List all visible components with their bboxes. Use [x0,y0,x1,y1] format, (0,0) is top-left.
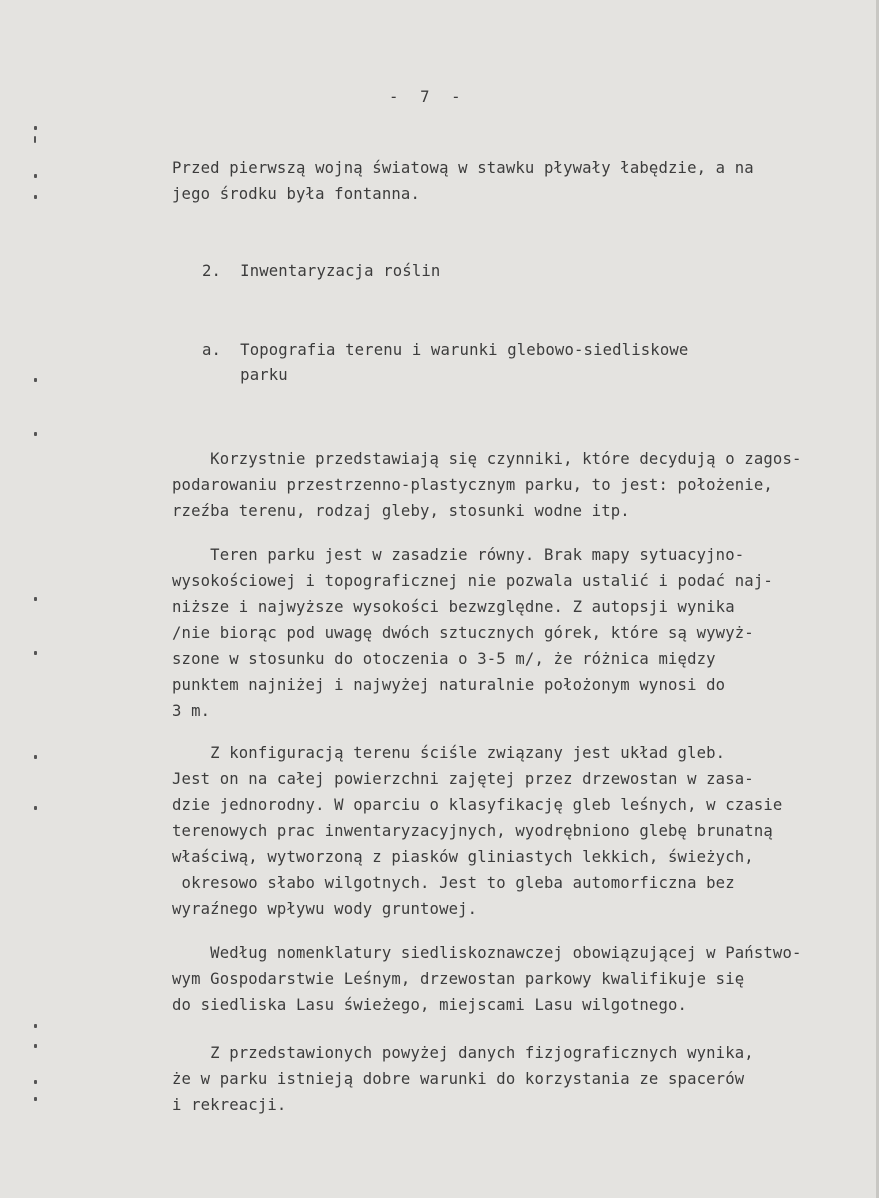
intro-line: jego środku była fontanna. [172,185,420,203]
paragraph-line: i rekreacji. [172,1096,287,1114]
margin-speck [34,195,37,199]
margin-speck [34,1097,37,1101]
margin-speck [34,1044,37,1048]
paragraph-line: Jest on na całej powierzchni zajętej przez drzewostan w zasa- [172,770,754,788]
paragraph-line: punktem najniżej i najwyżej naturalnie położonym wynosi do [172,676,726,694]
paragraph-line: terenowych prac inwentaryzacyjnych, wyodrębniono glebę brunatną [172,822,773,840]
paragraph-line: 3 m. [172,702,211,720]
subsection-heading: parku [202,366,288,384]
paragraph-line: niższe i najwyższe wysokości bezwzględne. Z autopsji wynika [172,598,735,616]
paragraph-line: Według nomenklatury siedliskoznawczej obowiązującej w Państwo- [172,944,802,962]
margin-speck [34,1024,37,1028]
paragraph-line: Z przedstawionych powyżej danych fizjograficznych wynika, [172,1044,754,1062]
paragraph-line: okresowo słabo wilgotnych. Jest to gleba automorficzna bez [172,874,735,892]
margin-speck [34,126,37,130]
paragraph-line: Teren parku jest w zasadzie równy. Brak mapy sytuacyjno- [172,546,745,564]
paragraph-line: podarowaniu przestrzenno-plastycznym parku, to jest: położenie, [172,476,773,494]
paragraph-line: /nie biorąc pod uwagę dwóch sztucznych górek, które są wywyż- [172,624,754,642]
margin-speck [34,174,37,178]
paragraph-line: wym Gospodarstwie Leśnym, drzewostan parkowy kwalifikuje się [172,970,745,988]
intro-line: Przed pierwszą wojną światową w stawku pływały łabędzie, a na [172,159,754,177]
subsection-heading: a. Topografia terenu i warunki glebowo-siedliskowe [202,341,689,359]
paragraph-line: szone w stosunku do otoczenia o 3-5 m/, że różnica między [172,650,716,668]
paragraph-line: że w parku istnieją dobre warunki do korzystania ze spacerów [172,1070,745,1088]
paragraph-line: wysokościowej i topograficznej nie pozwala ustalić i podać naj- [172,572,773,590]
margin-speck [34,806,37,810]
paragraph-line: wyraźnego wpływu wody gruntowej. [172,900,478,918]
section-heading: 2. Inwentaryzacja roślin [202,262,441,280]
margin-speck [34,136,36,143]
margin-speck [34,755,37,759]
paragraph-line: Korzystnie przedstawiają się czynniki, które decydują o zagos- [172,450,802,468]
paragraph-line: rzeźba terenu, rodzaj gleby, stosunki wodne itp. [172,502,630,520]
margin-speck [34,378,37,382]
margin-speck [34,597,37,601]
page-number: - 7 - [389,88,461,106]
paragraph-line: dzie jednorodny. W oparciu o klasyfikację gleb leśnych, w czasie [172,796,783,814]
paragraph-line: Z konfiguracją terenu ściśle związany jest układ gleb. [172,744,726,762]
margin-speck [34,651,37,655]
paragraph-line: do siedliska Lasu świeżego, miejscami Lasu wilgotnego. [172,996,688,1014]
paragraph-line: właściwą, wytworzoną z piasków gliniastych lekkich, świeżych, [172,848,754,866]
margin-speck [34,1080,37,1084]
margin-speck [34,432,37,436]
